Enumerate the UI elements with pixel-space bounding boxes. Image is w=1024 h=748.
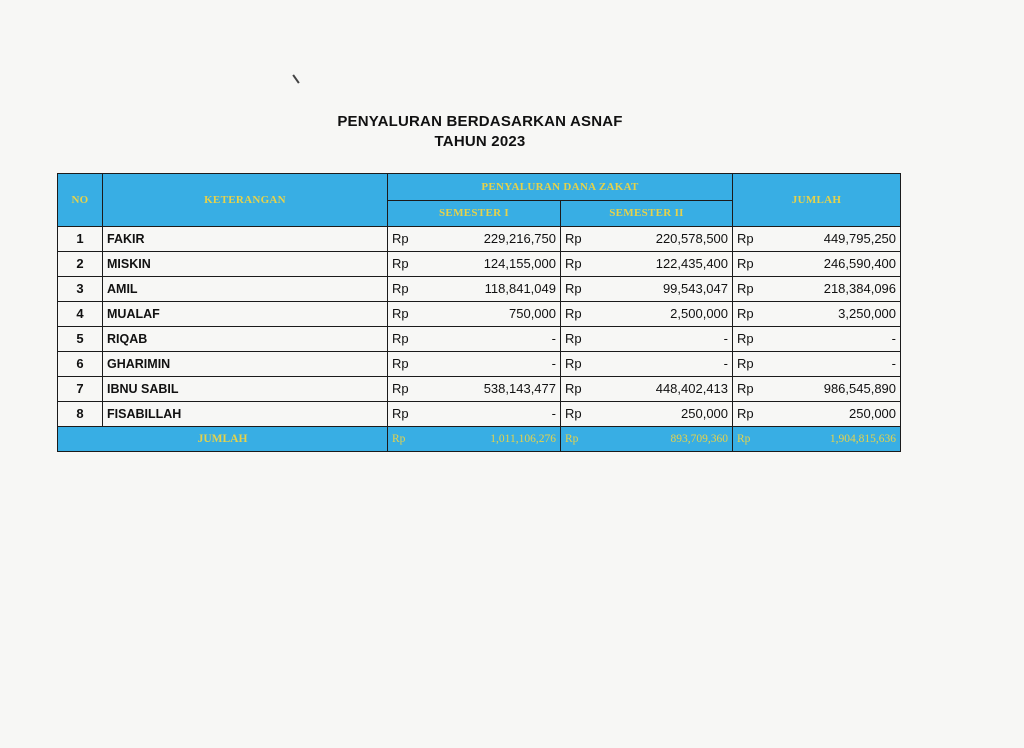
currency-label: Rp xyxy=(388,427,426,452)
table-row xyxy=(58,327,901,352)
row-label: AMIL xyxy=(103,277,388,302)
semester-1-amount: - xyxy=(426,402,561,427)
table-row xyxy=(58,302,901,327)
semester-2-amount: 2,500,000 xyxy=(599,302,733,327)
total-amount: 449,795,250 xyxy=(771,227,901,252)
currency-label: Rp xyxy=(561,427,599,452)
total-amount: 986,545,890 xyxy=(771,377,901,402)
currency-label: Rp xyxy=(388,352,426,377)
header-no: NO xyxy=(58,174,103,227)
currency-label: Rp xyxy=(561,352,599,377)
semester-1-amount: - xyxy=(426,327,561,352)
total-amount: - xyxy=(771,352,901,377)
semester-2-total: 893,709,360 xyxy=(599,427,733,452)
row-number: 2 xyxy=(58,252,103,277)
header-jumlah: JUMLAH xyxy=(733,174,901,227)
currency-label: Rp xyxy=(733,227,771,252)
asnaf-distribution-table xyxy=(57,173,901,452)
total-amount: 218,384,096 xyxy=(771,277,901,302)
row-label: MUALAF xyxy=(103,302,388,327)
totals-row xyxy=(58,427,901,452)
row-label: FAKIR xyxy=(103,227,388,252)
currency-label: Rp xyxy=(388,252,426,277)
row-number: 6 xyxy=(58,352,103,377)
header-semester-1: SEMESTER I xyxy=(388,200,561,227)
header-penyaluran: PENYALURAN DANA ZAKAT xyxy=(388,174,733,201)
scan-mark xyxy=(292,74,299,83)
total-amount: - xyxy=(771,327,901,352)
row-number: 4 xyxy=(58,302,103,327)
semester-2-amount: 220,578,500 xyxy=(599,227,733,252)
title-line-2: TAHUN 2023 xyxy=(434,133,526,150)
currency-label: Rp xyxy=(388,302,426,327)
currency-label: Rp xyxy=(388,227,426,252)
total-amount: 246,590,400 xyxy=(771,252,901,277)
row-number: 3 xyxy=(58,277,103,302)
semester-1-amount: 750,000 xyxy=(426,302,561,327)
table-row xyxy=(58,227,901,252)
semester-2-amount: 448,402,413 xyxy=(599,377,733,402)
semester-2-amount: 99,543,047 xyxy=(599,277,733,302)
currency-label: Rp xyxy=(561,227,599,252)
header-keterangan: KETERANGAN xyxy=(103,174,388,227)
semester-2-amount: - xyxy=(599,327,733,352)
total-amount: 3,250,000 xyxy=(771,302,901,327)
currency-label: Rp xyxy=(561,277,599,302)
currency-label: Rp xyxy=(388,327,426,352)
row-label: FISABILLAH xyxy=(103,402,388,427)
total-amount: 250,000 xyxy=(771,402,901,427)
semester-1-amount: - xyxy=(426,352,561,377)
currency-label: Rp xyxy=(388,277,426,302)
currency-label: Rp xyxy=(733,327,771,352)
row-number: 8 xyxy=(58,402,103,427)
currency-label: Rp xyxy=(561,252,599,277)
semester-1-amount: 538,143,477 xyxy=(426,377,561,402)
table-row xyxy=(58,277,901,302)
table-row xyxy=(58,352,901,377)
row-label: MISKIN xyxy=(103,252,388,277)
currency-label: Rp xyxy=(733,427,771,452)
semester-2-amount: 122,435,400 xyxy=(599,252,733,277)
currency-label: Rp xyxy=(733,402,771,427)
grand-total: 1,904,815,636 xyxy=(771,427,901,452)
currency-label: Rp xyxy=(733,252,771,277)
table-header xyxy=(58,174,901,227)
semester-2-amount: - xyxy=(599,352,733,377)
currency-label: Rp xyxy=(733,302,771,327)
currency-label: Rp xyxy=(733,352,771,377)
table-row xyxy=(58,402,901,427)
semester-1-amount: 118,841,049 xyxy=(426,277,561,302)
currency-label: Rp xyxy=(561,302,599,327)
currency-label: Rp xyxy=(733,377,771,402)
semester-1-total: 1,011,106,276 xyxy=(426,427,561,452)
currency-label: Rp xyxy=(561,402,599,427)
report-title xyxy=(0,112,960,152)
row-label: RIQAB xyxy=(103,327,388,352)
header-semester-2: SEMESTER II xyxy=(561,200,733,227)
currency-label: Rp xyxy=(388,377,426,402)
table-row xyxy=(58,377,901,402)
currency-label: Rp xyxy=(388,402,426,427)
currency-label: Rp xyxy=(561,327,599,352)
currency-label: Rp xyxy=(733,277,771,302)
row-number: 1 xyxy=(58,227,103,252)
row-number: 7 xyxy=(58,377,103,402)
table-body xyxy=(58,227,901,452)
semester-2-amount: 250,000 xyxy=(599,402,733,427)
row-label: IBNU SABIL xyxy=(103,377,388,402)
title-line-1: PENYALURAN BERDASARKAN ASNAF xyxy=(337,113,623,130)
row-label: GHARIMIN xyxy=(103,352,388,377)
semester-1-amount: 229,216,750 xyxy=(426,227,561,252)
currency-label: Rp xyxy=(561,377,599,402)
totals-label: JUMLAH xyxy=(58,427,388,452)
table-row xyxy=(58,252,901,277)
semester-1-amount: 124,155,000 xyxy=(426,252,561,277)
row-number: 5 xyxy=(58,327,103,352)
